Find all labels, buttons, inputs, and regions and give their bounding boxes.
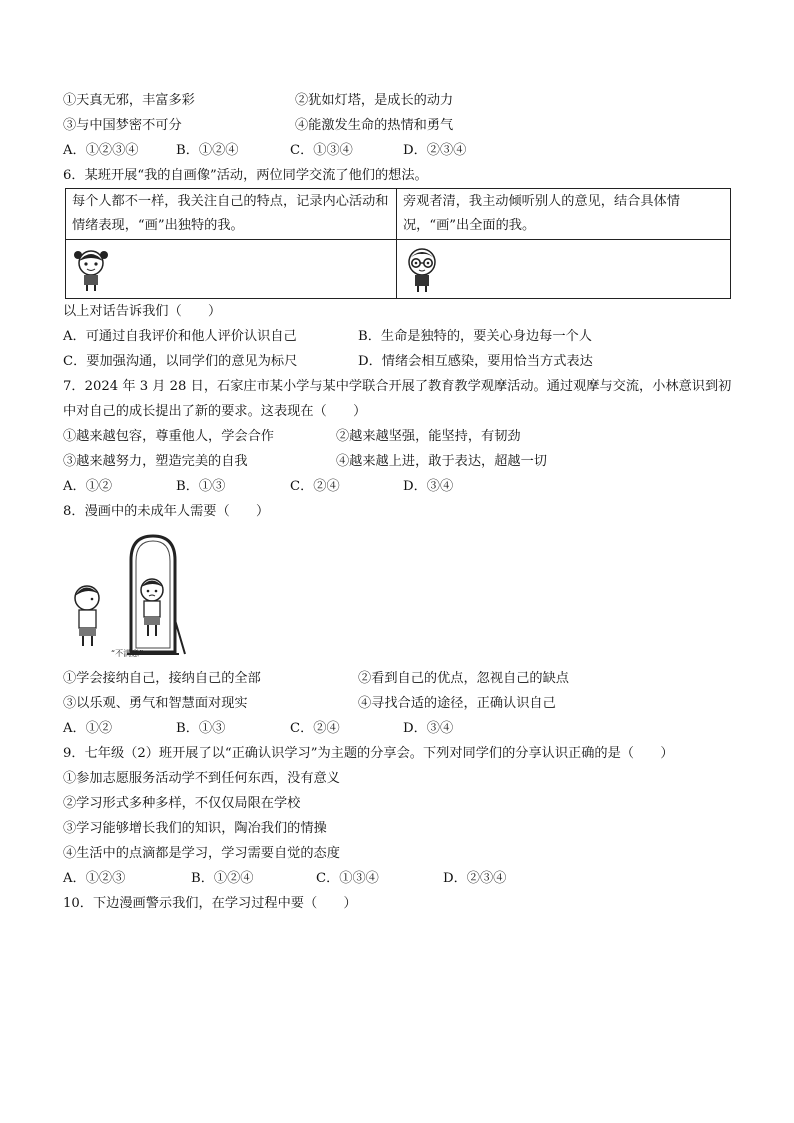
q8-options-row-2 [63,691,733,716]
q6-answer-d[interactable]: D．情绪会相互感染，要用恰当方式表达 [358,354,593,369]
q6-answers-row-2 [63,349,733,374]
exam-page [63,88,733,916]
q5-option-3: ③与中国梦密不可分 [63,118,182,133]
q6-stem: 6．某班开展“我的自画像”活动，两位同学交流了他们的想法。 [63,168,428,183]
q7-options-row-1 [63,424,733,449]
q8-options-row-1 [63,666,733,691]
q8-answer-c[interactable]: C．②④ [290,721,340,736]
q7-answer-d[interactable]: D．③④ [403,479,454,494]
q8-answer-b[interactable]: B．①③ [176,721,226,736]
q6-answer-c[interactable]: C．要加强沟通，以同学们的意见为标尺 [63,354,298,369]
q7-options-row-2 [63,449,733,474]
q9-option-4: ④生活中的点滴都是学习，学习需要自觉的态度 [63,846,340,861]
q5-options-row-2 [63,113,733,138]
q8-option-4: ④寻找合适的途径，正确认识自己 [358,696,556,711]
q5-answers [63,138,733,163]
q8-stem: 8．漫画中的未成年人需要（ ） [63,504,270,519]
q7-option-1: ①越来越包容，尊重他人，学会合作 [63,429,274,444]
q6-boy-cell [397,240,731,299]
q5-option-1: ①天真无邪，丰富多彩 [63,93,195,108]
q9-stem: 9．七年级（2）班开展了以“正确认识学习”为主题的分享会。下列对同学们的分享认识正确的是（ ） [63,746,674,761]
q8-answer-d[interactable]: D．③④ [403,721,454,736]
q9-option-3: ③学习能够增长我们的知识，陶冶我们的情操 [63,821,327,836]
q9-answer-b[interactable]: B．①②④ [191,871,254,886]
q7-option-3: ③越来越努力，塑造完美的自我 [63,454,248,469]
q9-option-2: ②学习形式多种多样，不仅仅局限在学校 [63,796,301,811]
boy-glasses-avatar-icon [405,245,439,293]
q5-options-row-1 [63,88,733,113]
q5-answer-d[interactable]: D．②③④ [403,143,467,158]
q7-answers [63,474,733,499]
q6-prompt: 以上对话告诉我们（ ） [63,304,222,319]
q7-answer-b[interactable]: B．①③ [176,479,226,494]
mirror-cartoon-icon [67,530,207,658]
q6-answers-row-1 [63,324,733,349]
q6-answer-a[interactable]: A．可通过自我评价和他人评价认识自己 [63,329,297,344]
q9-answer-d[interactable]: D．②③④ [443,871,507,886]
q8-mirror-cartoon [67,530,207,658]
q6-girl-cell [66,240,397,299]
q6-dialogue-table [65,188,731,299]
q8-option-2: ②看到自己的优点，忽视自己的缺点 [358,671,569,686]
q6-answer-b[interactable]: B．生命是独特的，要关心身边每一个人 [358,329,592,344]
q7-option-2: ②越来越坚强，能坚持，有韧劲 [336,429,521,444]
q8-answers [63,716,733,741]
q7-option-4: ④越来越上进，敢于表达，超越一切 [336,454,547,469]
q8-answer-a[interactable]: A．①② [63,721,113,736]
q5-answer-c[interactable]: C．①③④ [290,143,353,158]
q5-option-2: ②犹如灯塔，是成长的动力 [295,93,454,108]
q10-stem: 10．下边漫画警示我们，在学习过程中要（ ） [63,896,357,911]
q9-answer-c[interactable]: C．①③④ [316,871,379,886]
q6-right-text: 旁观者清，我主动倾听别人的意见，结合具体情况，“画”出全面的我。 [397,189,731,240]
q6-left-text: 每个人都不一样，我关注自己的特点，记录内心活动和情绪表现，“画”出独特的我。 [66,189,397,240]
q7-stem: 7．2024 年 3 月 28 日，石家庄市某小学与某中学联合开展了教育教学观摩活动。通过观摩与交流，小林意识到初中对自己的成长提出了新的要求。这表现在（ ） [63,379,732,419]
q5-answer-a[interactable]: A．①②③④ [63,143,139,158]
q9-answers [63,866,733,891]
q9-option-1: ①参加志愿服务活动学不到任何东西，没有意义 [63,771,340,786]
q5-answer-b[interactable]: B．①②④ [176,143,239,158]
q8-option-1: ①学会接纳自己，接纳自己的全部 [63,671,261,686]
q8-option-3: ③以乐观、勇气和智慧面对现实 [63,696,248,711]
q7-answer-c[interactable]: C．②④ [290,479,340,494]
girl-avatar-icon [74,246,108,292]
q9-answer-a[interactable]: A．①②③ [63,871,126,886]
q5-option-4: ④能激发生命的热情和勇气 [295,118,454,133]
q7-answer-a[interactable]: A．①② [63,479,113,494]
cartoon-caption: “不满意” [111,649,144,658]
